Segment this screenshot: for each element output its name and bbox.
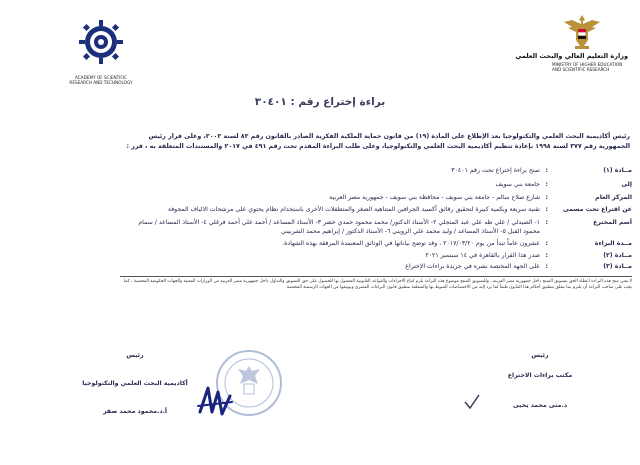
colon: : <box>545 219 548 226</box>
ministry-name-en: MINISTRY OF HIGHER EDUCATION AND SCIENTIFIC RESEARCH <box>552 62 623 73</box>
article-value: تمنح براءة إختراع تحت رقم ٣٠٤٠١ <box>451 167 540 174</box>
colon: : <box>545 167 548 174</box>
academy-logo-caption: ACADEMY OF SCIENTIFIC RESEARCH AND TECHNOLOGY <box>69 75 133 85</box>
right-signatory-name: د.منى محمد يحيى <box>512 402 568 409</box>
egypt-eagle-icon <box>562 12 602 50</box>
decision-intro: رئيس أكاديمية البحث العلمي والتكنولوجيا بعد الإطلاع على المادة (١٩) من قانون حماية الملكية الفكرية الصادر بالقانون رقم ٨٢ لسنة ٢٠٠٢، وعلى قرار رئيس الجمهورية رقم ٣٧٧ لسنة ١٩٩٨ بإعادة تنظيم أكاديمية البحث العلمي والتكنولوجيا، وعلى طلب البراءة المقدم تحت رقم ٤٩١ في ٢٠١٧ والمستندات المتعلقة به ، قرر : <box>126 133 630 150</box>
right-signatory-org: مكتب براءات الاختراع <box>507 372 573 379</box>
inventors-row <box>120 218 632 236</box>
left-signatory-org: أكاديمية البحث العلمي والتكنولوجيا <box>82 380 188 387</box>
colon: : <box>545 240 548 247</box>
article-label: أسم المخترع <box>593 219 632 226</box>
academy-logo <box>68 14 134 85</box>
article-label: إلى <box>621 181 632 188</box>
article-value: شارع صلاح سالم - جامعة بني سويف - محافظة بني سويف - جمهورية مصر العربية <box>329 194 540 201</box>
colon: : <box>545 252 548 259</box>
marketing-notice: لا يعني منح هذه البراءة اعطاء الحق بتسويق المنتج داخل جمهورية مصر العربية ، وللتسويق المنتج موضوع هذه البراءة يلزم اتباع الاجراءات والقواعد القانونية المعمول بها للحصول على حق التسويق والتداول داخل جمهورية مصر العربية من الوزارات المعنية والجهات الحكومية المختصة ، كما يجب على صاحب البراءة أن يلتزم بما يتعلق بتطبيق أحكام هذا القانون طبقاً لما يرد إليه من الاختصاصات المنوط بها والمتعلقة بتطبيق قانون البراءات المصري وتوثيقها من الجهات الرسمية المختصة <box>120 276 632 291</box>
patent-duration-row <box>120 239 632 248</box>
article-value: عشرون عاماً تبدأ من يوم ٢٠١٧/٠٣/٢٠ ، وقد توضح بياناتها في الوثائق المعتمدة المرفقة بهذه الشهادة. <box>282 240 540 247</box>
article-label: عن اقتراع تحت مسمى <box>562 206 632 213</box>
left-signatory-name: أ.د.محمود محمد صقر <box>102 408 168 415</box>
article-3-row <box>120 262 632 271</box>
ministry-logo <box>515 12 632 84</box>
signature-mark-icon <box>462 392 482 412</box>
patent-title: براءة إختراع رقم : ٣٠٤٠١ <box>254 96 386 108</box>
article-value: على الجهة المختصة نشره في جريدة براءات الإختراع <box>405 263 540 270</box>
article-label: مــادة (٢) <box>603 252 632 259</box>
colon: : <box>545 263 548 270</box>
address-row <box>120 193 632 202</box>
colon: : <box>545 181 548 188</box>
invention-title-row <box>120 205 632 214</box>
grantee-row <box>120 180 632 189</box>
ministry-name-ar: وزارة التعليم العالي والبحث العلمي <box>515 52 628 60</box>
article-label: المركز العام <box>595 194 632 201</box>
article-2-row <box>120 251 632 260</box>
left-signatory-title: رئيس <box>126 352 144 359</box>
article-value: تقنية سريعة وبكمية كبيرة لتحقيق رقائق أكسيد الجرافين المتناهية الصغر والمتطفلات الأخرى باستخدام نظام يحتوي على مرشحات الالياف المجوفة <box>167 206 540 213</box>
article-1-row <box>120 166 632 175</box>
article-value: صدر هذا القرار بالقاهرة في ١٤ سبتمبر ٢٠٢١ <box>425 252 540 259</box>
article-value: جامعة بني سويف <box>495 181 540 188</box>
article-value: ١- الصيدلي / علي طه علي عبد المتجلي ٢- الأستاذ الدكتور/ محمد محمود حمدي خضر ٣- الأستاذ المساعد / أحمد علي أحمد فرغلي ٤- الأستاذ المساعد / سمام محمود القبل ٥- الأستاذ المساعد / وليد محمد علي الرويني ٦- الأستاذ الدكتور / إبراهيم محمد الشربيني <box>138 219 540 235</box>
signature-scribble-icon <box>196 382 236 422</box>
colon: : <box>545 194 548 201</box>
article-label: مــادة (٣) <box>603 263 632 270</box>
colon: : <box>545 206 548 213</box>
article-label: مــدة البراءة <box>594 240 632 247</box>
right-signatory-title: رئيس <box>531 352 549 359</box>
academy-emblem-icon <box>68 14 134 70</box>
article-label: مــادة (١) <box>603 167 632 174</box>
